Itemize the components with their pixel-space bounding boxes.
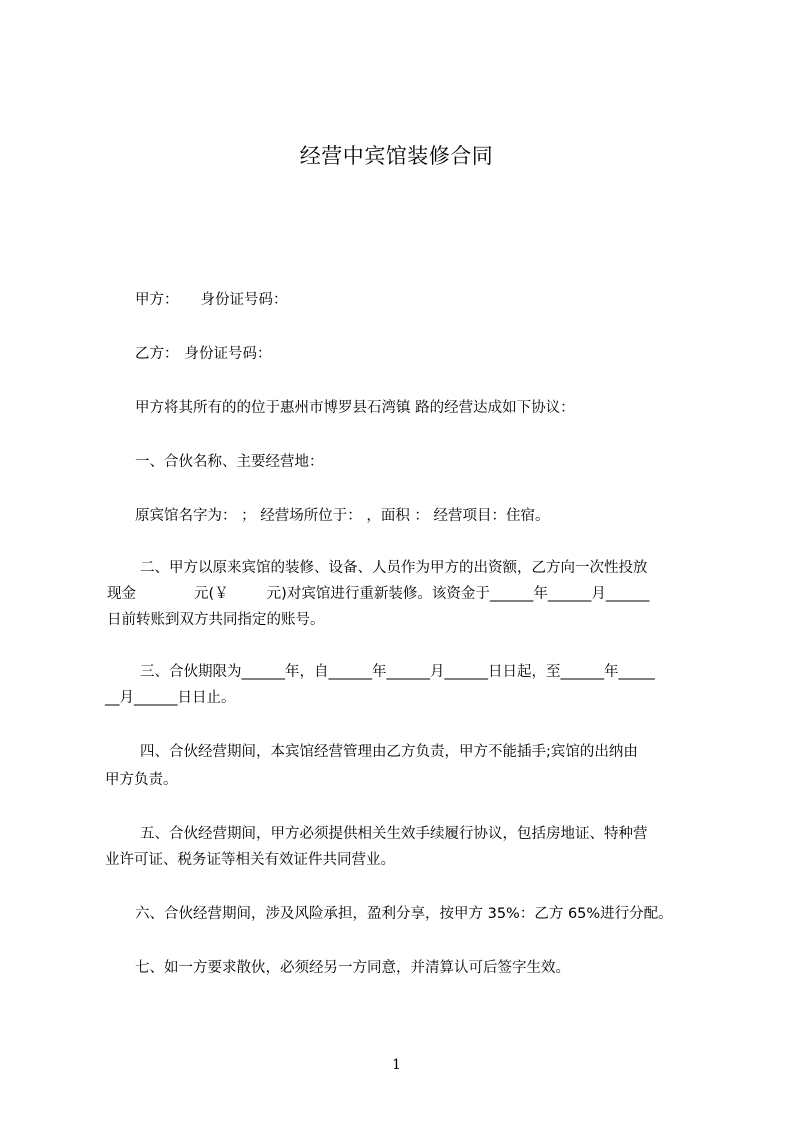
party-b-label: 乙方： [135,346,179,362]
clause-2-yuan-label: 元(￥ [194,586,229,602]
page-number: 1 [392,1057,401,1073]
clause-3-line-1: 三、合伙期限为______年，自______年______月______日日起，至______年_____ [140,664,655,680]
clause-4-line-1: 四、合伙经营期间，本宾馆经营管理由乙方负责，甲方不能插手;宾馆的出纳由 [140,744,638,760]
party-a-label: 甲方： [135,292,179,308]
document-title: 经营中宾馆装修合同 [299,144,494,168]
clause-2-transfer-text: 元)对宾馆进行重新装修。该资金于______年______月______ [266,586,650,602]
clause-2-line-1: 二、甲方以原来宾馆的装修、设备、人员作为甲方的出资额，乙方向一次性投放 [140,560,648,576]
party-b-id-label: 身份证号码： [184,346,272,362]
clause-1-detail: 原宾馆名字为： ； 经营场所位于： ，面积 ： 经营项目：住宿。 [135,508,550,524]
intro-paragraph: 甲方将其所有的的位于惠州市博罗县石湾镇 路的经营达成如下协议： [135,400,575,416]
clause-6: 六、合伙经营期间，涉及风险承担，盈利分享，按甲方 35%：乙方 65%进行分配。 [135,906,673,922]
party-a-line [135,290,288,310]
clause-7: 七、如一方要求散伙，必须经另一方同意，并清算认可后签字生效。 [135,960,570,976]
clause-5-line-2: 业许可证、税务证等相关有效证件共同营业。 [105,852,395,868]
clause-1-heading: 一、合伙名称、主要经营地： [135,454,324,470]
party-b-line [135,344,272,364]
clause-5-line-1: 五、合伙经营期间，甲方必须提供相关生效手续履行协议，包括房地证、特种营 [140,826,648,842]
clause-4-line-2: 甲方负责。 [105,772,178,788]
clause-2-line-3: 日前转账到双方共同指定的账号。 [107,612,325,628]
clause-2-line-2 [107,584,649,604]
clause-3-line-2: __月______日日止。 [105,690,236,706]
clause-2-cash-label: 现金 [107,586,136,602]
party-a-id-label: 身份证号码： [200,292,288,308]
